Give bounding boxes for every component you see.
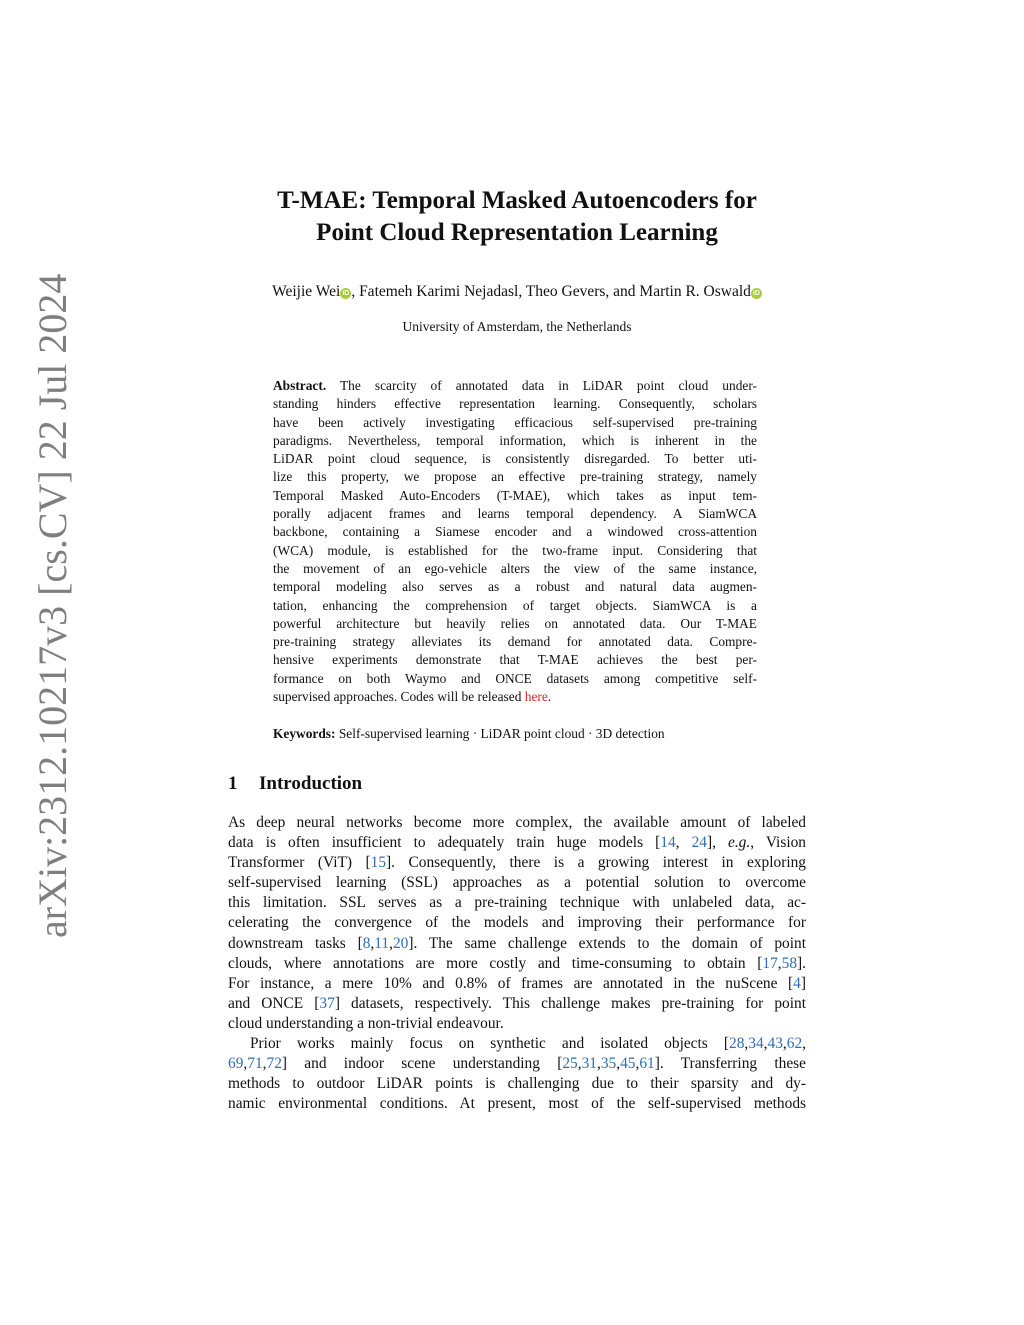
code-link[interactable]: here: [524, 689, 548, 705]
abstract-line: paradigms. Nevertheless, temporal information, which is inherent in the: [273, 432, 757, 448]
body-text: ],: [706, 834, 728, 852]
body-line: 69,71,72] and indoor scene understanding [25,31,35,45,61]. Transferring these: [228, 1055, 806, 1073]
abstract-line: [273, 688, 757, 706]
abstract-line: have been actively investigating efficacious self-supervised pre-training: [273, 414, 757, 430]
title-line-2: Point Cloud Representation Learning: [316, 219, 718, 246]
body-text: data is often insufficient to adequately train huge models [: [228, 834, 661, 852]
paper-title: [228, 185, 806, 249]
abstract-line: lize this property, we propose an effective pre-training strategy, namely: [273, 469, 757, 485]
abstract-line: porally adjacent frames and learns temporal dependency. A SiamWCA: [273, 506, 757, 522]
keywords: [273, 726, 757, 742]
abstract-line: the movement of an ego-vehicle alters the view of the same instance,: [273, 560, 757, 576]
citation-link[interactable]: 69: [228, 1055, 244, 1073]
arxiv-identifier: arXiv:2312.10217v3 [cs.CV] 22 Jul 2024: [30, 273, 75, 938]
section-title: Introduction: [259, 773, 363, 794]
abstract-line: tation, enhancing the comprehension of target objects. SiamWCA is a: [273, 597, 757, 613]
citation-link[interactable]: 28: [729, 1035, 745, 1053]
body-text: clouds, where annotations are more costly and time-consuming to obtain [: [228, 954, 763, 972]
orcid-icon[interactable]: iD: [342, 290, 350, 297]
abstract-line: LiDAR point cloud sequence, is consistently disregarded. To better uti-: [273, 451, 757, 467]
title-line-1: T-MAE: Temporal Masked Autoencoders for: [277, 187, 757, 214]
body-line: methods to outdoor LiDAR points is challenging due to their sparsity and dy-: [228, 1075, 806, 1093]
body-text: ]. The same challenge extends to the domain of point: [408, 934, 807, 952]
citation-link[interactable]: 45: [620, 1055, 636, 1073]
citation-link[interactable]: 58: [781, 954, 798, 972]
citation-link[interactable]: 62: [786, 1035, 803, 1053]
abstract-line: temporal modeling also serves as a robust and natural data augmen-: [273, 579, 757, 595]
citation-link[interactable]: 17: [762, 954, 778, 972]
body-text: ] datasets, respectively. This challenge makes pre-training for point: [334, 994, 806, 1012]
body-text: ].: [797, 954, 806, 972]
abstract-line: powerful architecture but heavily relies on annotated data. Our T-MAE: [273, 615, 757, 631]
affiliation: University of Amsterdam, the Netherlands: [402, 319, 632, 334]
body-text: ] and indoor scene understanding [: [281, 1055, 563, 1073]
citation-link[interactable]: 14: [660, 834, 676, 852]
citation-link[interactable]: 37: [319, 994, 335, 1012]
body-line: [228, 833, 806, 853]
abstract-line: Temporal Masked Auto-Encoders (T-MAE), which takes as input tem-: [273, 487, 757, 503]
citation-link[interactable]: 31: [581, 1055, 597, 1073]
section-heading: [228, 773, 362, 795]
body-line: celerating the convergence of the models and improving their performance for: [228, 914, 806, 932]
body-text: ,: [675, 834, 692, 852]
citation-link[interactable]: 43: [767, 1035, 783, 1053]
body-line: cloud understanding a non-trivial endeavour.: [228, 1014, 504, 1032]
orcid-icon[interactable]: iD: [752, 290, 760, 297]
abstract-line: [273, 377, 757, 395]
body-line: namic environmental conditions. At present, most of the self-supervised methods: [228, 1095, 806, 1113]
citation-link[interactable]: 72: [266, 1055, 282, 1073]
citation-link[interactable]: 61: [639, 1055, 655, 1073]
abstract-text: .: [547, 689, 552, 705]
body-line: downstream tasks [8,11,20]. The same challenge extends to the domain of point: [228, 934, 807, 952]
body-text: , Vision: [750, 834, 806, 852]
author-list-rest: , Fatemeh Karimi Nejadasl, Theo Gevers, and Martin R. Oswald: [351, 283, 751, 300]
introduction-body: [228, 813, 806, 1114]
abstract-line: standing hinders effective representation learning. Consequently, scholars: [273, 396, 757, 412]
citation-link[interactable]: 20: [392, 934, 409, 952]
abstract-line: formance on both Waymo and ONCE datasets among competitive self-: [273, 670, 757, 686]
section-number: 1: [228, 773, 238, 794]
citation-link[interactable]: 8: [362, 934, 371, 952]
abstract: [273, 377, 757, 706]
body-text: ,: [802, 1035, 806, 1053]
keywords-text: Self-supervised learning · LiDAR point cloud · 3D detection: [335, 726, 665, 741]
body-text: ]: [800, 974, 806, 992]
body-line: As deep neural networks become more complex, the available amount of labeled: [228, 814, 806, 831]
body-line: [228, 853, 806, 873]
abstract-line: backbone, containing a Siamese encoder and a windowed cross-attention: [273, 524, 757, 540]
citation-link[interactable]: 71: [247, 1055, 263, 1073]
abstract-text: The scarcity of annotated data in LiDAR point cloud under-: [326, 378, 757, 393]
body-text: ]. Transferring these: [654, 1055, 806, 1073]
abstract-label: Abstract.: [273, 378, 327, 393]
body-line: self-supervised learning (SSL) approaches as a potential solution to overcome: [228, 874, 806, 892]
citation-link[interactable]: 11: [374, 934, 390, 952]
body-text: e.g.: [728, 834, 751, 852]
keywords-label: Keywords:: [273, 726, 336, 741]
author-weijie-wei: Weijie Wei: [272, 283, 341, 300]
body-text: and ONCE [: [228, 994, 320, 1012]
citation-link[interactable]: 25: [562, 1055, 578, 1073]
author-list: [228, 283, 806, 301]
body-text: downstream tasks [: [228, 934, 363, 952]
abstract-line: (WCA) module, is established for the two-frame input. Considering that: [273, 542, 757, 558]
body-line: [228, 974, 806, 994]
abstract-line: pre-training strategy alleviates its demand for annotated data. Compre-: [273, 634, 757, 650]
body-line: Prior works mainly focus on synthetic and isolated objects [28,34,43,62,: [250, 1035, 806, 1053]
body-line: this limitation. SSL serves as a pre-training technique with unlabeled data, ac-: [228, 894, 806, 912]
body-line: [228, 994, 806, 1014]
body-text: Transformer (ViT) [: [228, 854, 371, 872]
citation-link[interactable]: 34: [748, 1035, 764, 1053]
citation-link[interactable]: 4: [793, 974, 801, 992]
citation-link[interactable]: 15: [370, 854, 387, 872]
citation-link[interactable]: 24: [691, 834, 707, 852]
citation-link[interactable]: 35: [600, 1055, 617, 1073]
body-text: For instance, a mere 10% and 0.8% of frames are annotated in the nuScene [: [228, 974, 794, 992]
abstract-line: hensive experiments demonstrate that T-MAE achieves the best per-: [273, 652, 757, 668]
body-text: Prior works mainly focus on synthetic and isolated objects [: [250, 1035, 729, 1053]
body-text: ]. Consequently, there is a growing interest in exploring: [386, 854, 806, 872]
body-line: clouds, where annotations are more costly and time-consuming to obtain [17,58].: [228, 954, 806, 972]
abstract-text: supervised approaches. Codes will be released: [273, 689, 525, 705]
